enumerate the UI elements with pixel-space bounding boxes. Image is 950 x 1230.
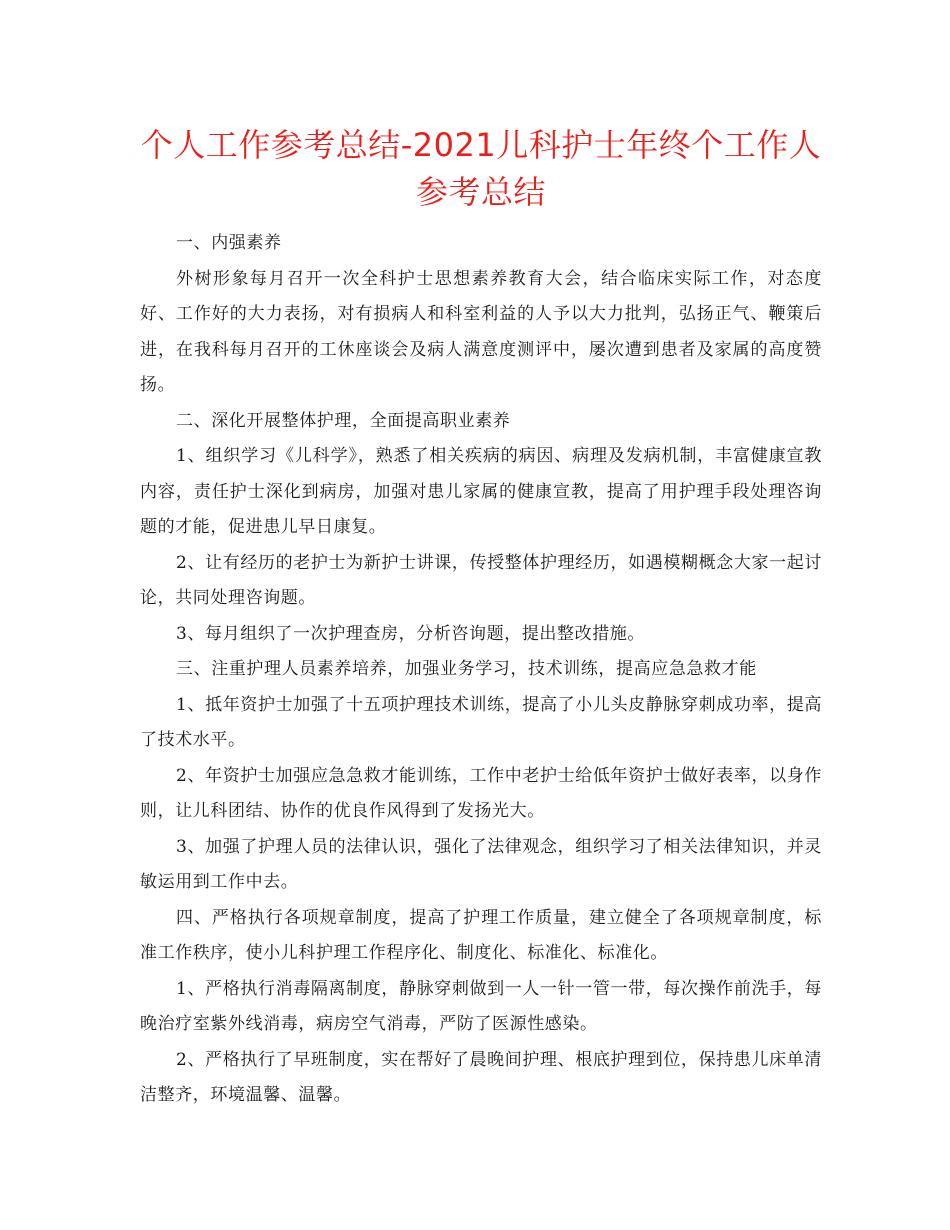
- paragraph: 3、每月组织了一次护理查房，分析咨询题，提出整改措施。: [176, 623, 646, 644]
- section-heading: 二、深化开展整体护理，全面提高职业素养: [176, 410, 511, 431]
- paragraph: 1、抵年资护士加强了十五项护理技术训练，提高了小儿头皮静脉穿刺成功率，提高了技术水平。: [140, 694, 822, 750]
- paragraph: 2、严格执行了早班制度，实在帮好了晨晚间护理、根底护理到位，保持患儿床单清洁整齐，环境温馨、温馨。: [140, 1049, 822, 1105]
- paragraph: 1、严格执行消毒隔离制度，静脉穿刺做到一人一针一管一带，每次操作前洗手，每晚治疗室紫外线消毒，病房空气消毒，严防了医源性感染。: [140, 978, 822, 1034]
- title-line-2: 参考总结: [415, 173, 546, 211]
- paragraph: 外树形象每月召开一次全科护士思想素养教育大会，结合临床实际工作，对态度好、工作好的大力表扬，对有损病人和科室利益的人予以大力批判，弘扬正气、鞭策后进，在我科每月召开的工休座谈会及病人满意度测评中，屡次遭到患者及家属的高度赞扬。: [140, 268, 822, 395]
- paragraph: 1、组织学习《儿科学》，熟悉了相关疾病的病因、病理及发病机制，丰富健康宣教内容，责任护士深化到病房，加强对患儿家属的健康宣教，提高了用护理手段处理咨询题的才能，促进患儿早日康复。: [140, 446, 822, 537]
- paragraph: 2、让有经历的老护士为新护士讲课，传授整体护理经历，如遇模糊概念大家一起讨论，共同处理咨询题。: [140, 552, 822, 608]
- section-heading: 四、严格执行各项规章制度，提高了护理工作质量，建立健全了各项规章制度，标准工作秩序，使小儿科护理工作程序化、制度化、标准化、标准化。: [140, 907, 822, 963]
- title-line-1: 个人工作参考总结-2021儿科护士年终个工作人: [140, 126, 822, 164]
- paragraph: 2、年资护士加强应急急救才能训练，工作中老护士给低年资护士做好表率，以身作则，让儿科团结、协作的优良作风得到了发扬光大。: [140, 765, 822, 821]
- section-heading: 三、注重护理人员素养培养，加强业务学习，技术训练，提高应急急救才能: [176, 659, 757, 679]
- document-body: [140, 226, 822, 1114]
- document-title: [140, 122, 822, 216]
- section-heading: 一、内强素养: [176, 233, 282, 253]
- paragraph: 3、加强了护理人员的法律认识，强化了法律观念，组织学习了相关法律知识，并灵敏运用到工作中去。: [140, 836, 822, 892]
